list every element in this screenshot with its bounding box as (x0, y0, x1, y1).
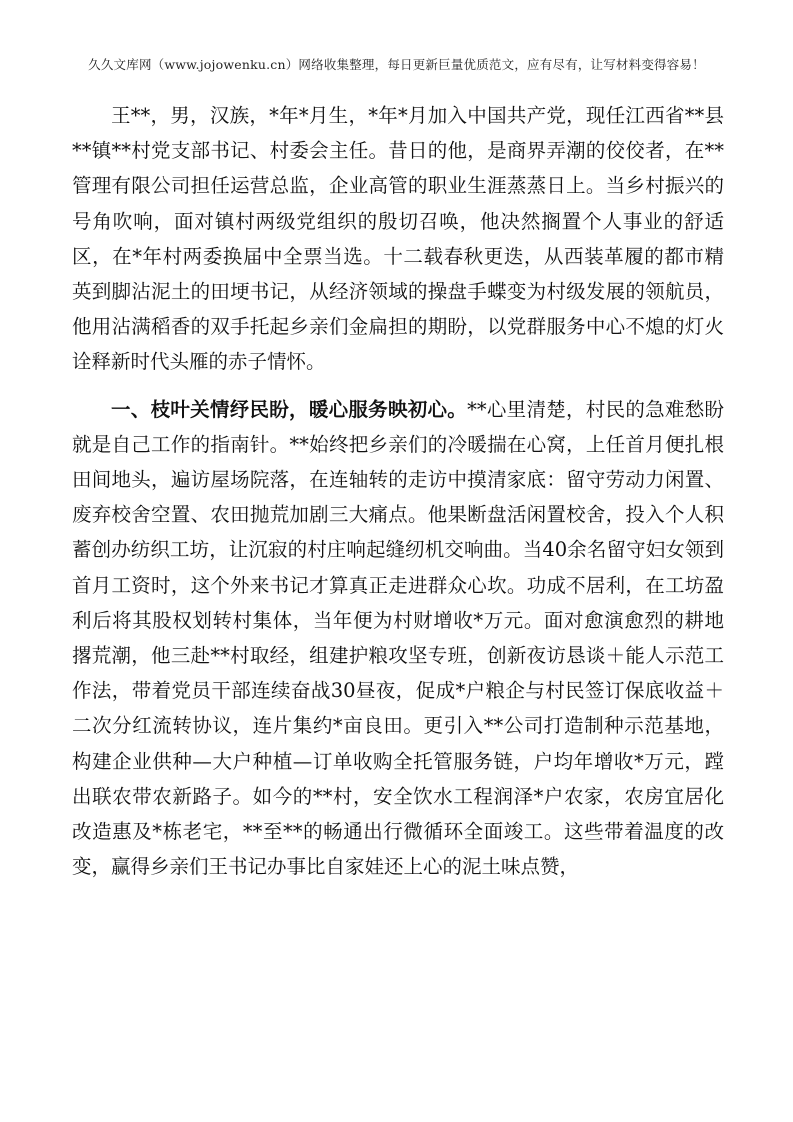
section-1-text: **心里清楚，村民的急难愁盼就是自己工作的指南针。**始终把乡亲们的冷暖揣在心窝，上任首月便扎根田间地头，遍访屋场院落，在连轴转的走访中摸清家底：留守劳动力闲置、废弃校舍空置、农田抛荒加剧三大痛点。他果断盘活闲置校舍，投入个人积蓄创办纺织工坊，让沉寂的村庄响起缝纫机交响曲。当40余名留守妇女领到首月工资时，这个外来书记才算真正走进群众心坎。功成不居利，在工坊盈利后将其股权划转村集体，当年便为村财增收*万元。面对愈演愈烈的耕地撂荒潮，他三赴**村取经，组建护粮攻坚专班，创新夜访恳谈＋能人示范工作法，带着党员干部连续奋战30昼夜，促成*户粮企与村民签订保底收益＋二次分红流转协议，连片集约*亩良田。更引入**公司打造制种示范基地，构建企业供种—大户种植—订单收购全托管服务链，户均年增收*万元，蹚出联农带农新路子。如今的**村，安全饮水工程润泽*户农家，农房宜居化改造惠及*栋老宅，**至**的畅通出行微循环全面竣工。这些带着温度的改变，赢得乡亲们王书记办事比自家娃还上心的泥土味点赞， (72, 397, 724, 879)
intro-paragraph: 王**，男，汉族，*年*月生，*年*月加入中国共产党，现任江西省**县**镇**村党支部书记、村委会主任。昔日的他，是商界弄潮的佼佼者，在**管理有限公司担任运营总监，企业高管的职业生涯蒸蒸日上。当乡村振兴的号角吹响，面对镇村两级党组织的殷切召唤，他决然搁置个人事业的舒适区，在*年村两委换届中全票当选。十二载春秋更迭，从西装革履的都市精英到脚沾泥土的田埂书记，从经济领域的操盘手蝶变为村级发展的领航员，他用沾满稻香的双手托起乡亲们金扁担的期盼，以党群服务中心不熄的灯火诠释新时代头雁的赤子情怀。 (72, 104, 724, 374)
section-1-paragraph (72, 392, 724, 885)
article-body (72, 98, 724, 884)
page-header-watermark: 久久文库网（www.jojowenku.cn）网络收集整理，每日更新巨量优质范文，应有尽有，让写材料变得容易！ (88, 57, 705, 72)
section-1-heading: 一、枝叶关情纾民盼，暖心服务映初心。 (111, 397, 468, 421)
